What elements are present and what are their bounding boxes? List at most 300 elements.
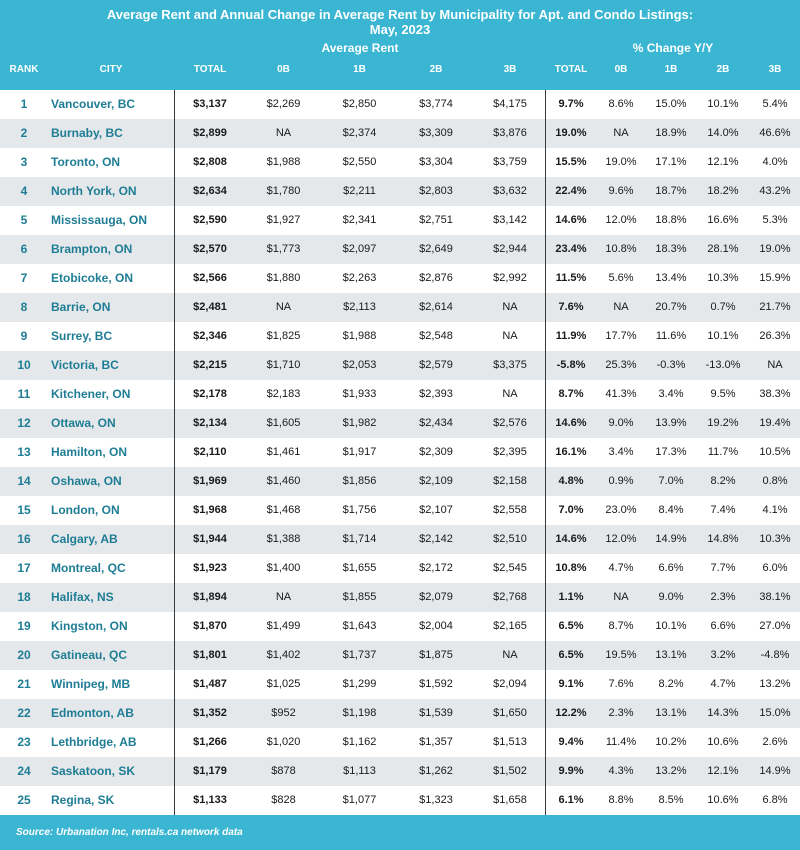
city-cell: Montreal, QC — [51, 561, 126, 575]
pct-1b-cell: 17.1% — [655, 156, 687, 168]
table-row — [0, 90, 800, 119]
city-cell: Mississauga, ON — [51, 213, 148, 227]
rent-3b-cell: $1,502 — [493, 765, 527, 777]
rent-1b-cell: $1,917 — [342, 446, 377, 458]
rent-0b-cell: $828 — [271, 794, 296, 806]
pct-3b-cell: 2.6% — [762, 736, 788, 748]
rent-3b-cell: $3,632 — [493, 185, 527, 197]
rent-2b-cell: $1,323 — [419, 794, 453, 806]
pct-0b-cell: 8.6% — [608, 98, 634, 110]
pct-0b-cell: 7.6% — [608, 678, 634, 690]
rank-cell: 12 — [17, 416, 31, 430]
total-rent-cell: $2,346 — [193, 330, 227, 342]
rent-2b-cell: $2,079 — [419, 591, 453, 603]
pct-0b-cell: NA — [613, 591, 629, 603]
rent-3b-cell: $1,650 — [493, 707, 527, 719]
pct-0b-cell: 12.0% — [605, 214, 637, 226]
rent-0b-cell: $1,400 — [266, 562, 301, 574]
pct-0b-cell: 23.0% — [605, 504, 637, 516]
pct-2b-cell: 16.6% — [707, 214, 739, 226]
rent-0b-cell: $1,461 — [266, 446, 301, 458]
pct-2b-cell: 18.2% — [707, 185, 739, 197]
rent-1b-cell: $1,737 — [342, 649, 377, 661]
pct-3b-cell: 4.0% — [762, 156, 788, 168]
pct-3b-cell: 0.8% — [762, 475, 788, 487]
rent-2b-cell: $2,309 — [419, 446, 453, 458]
rent-1b-cell: $1,856 — [342, 475, 377, 487]
pct-2b-cell: -13.0% — [705, 359, 741, 371]
table-body — [0, 90, 800, 815]
pct-0b-cell: 19.5% — [605, 649, 637, 661]
pct-1b-cell: 9.0% — [658, 591, 684, 603]
pct-1b-cell: 6.6% — [658, 562, 684, 574]
col-header-pct-3b: 3B — [768, 64, 782, 75]
total-rent-cell: $1,870 — [193, 620, 227, 632]
rent-2b-cell: $1,357 — [419, 736, 453, 748]
rent-3b-cell: $2,158 — [493, 475, 527, 487]
pct-2b-cell: 10.6% — [707, 736, 739, 748]
pct-1b-cell: 14.9% — [655, 533, 687, 545]
city-cell: Surrey, BC — [51, 329, 113, 343]
city-cell: Kitchener, ON — [51, 387, 131, 401]
table-row — [0, 583, 800, 612]
total-rent-cell: $3,137 — [193, 98, 227, 110]
pct-total-cell: 9.9% — [558, 765, 584, 777]
rank-cell: 25 — [17, 793, 31, 807]
pct-total-cell: 14.6% — [555, 533, 587, 545]
pct-0b-cell: 3.4% — [608, 446, 634, 458]
city-cell: Kingston, ON — [51, 619, 128, 633]
pct-1b-cell: 13.9% — [655, 417, 687, 429]
col-header-2b: 2B — [429, 64, 443, 75]
rent-2b-cell: $1,262 — [419, 765, 453, 777]
pct-3b-cell: 21.7% — [759, 301, 791, 313]
rent-1b-cell: $1,855 — [342, 591, 377, 603]
pct-3b-cell: 6.0% — [762, 562, 788, 574]
pct-3b-cell: 4.1% — [762, 504, 788, 516]
total-rent-cell: $2,566 — [193, 272, 227, 284]
rent-2b-cell: $2,614 — [419, 301, 453, 313]
pct-3b-cell: 27.0% — [759, 620, 791, 632]
pct-3b-cell: 38.1% — [759, 591, 791, 603]
col-header-city: CITY — [99, 64, 123, 75]
rent-1b-cell: $2,211 — [343, 185, 376, 197]
city-cell: Toronto, ON — [51, 155, 121, 169]
table-row — [0, 409, 800, 438]
pct-total-cell: 6.1% — [558, 794, 584, 806]
rent-3b-cell: $2,545 — [493, 562, 527, 574]
rank-cell: 4 — [20, 184, 28, 198]
pct-1b-cell: 13.1% — [655, 707, 687, 719]
rent-3b-cell: $4,175 — [493, 98, 527, 110]
pct-3b-cell: 19.4% — [759, 417, 791, 429]
pct-2b-cell: 10.6% — [707, 794, 739, 806]
pct-1b-cell: 8.5% — [658, 794, 684, 806]
total-rent-cell: $1,968 — [193, 504, 227, 516]
pct-0b-cell: 9.0% — [608, 417, 634, 429]
total-rent-cell: $2,634 — [193, 185, 227, 197]
divider-rent-change — [545, 90, 546, 815]
table-header — [0, 0, 800, 90]
rent-2b-cell: $2,649 — [419, 243, 453, 255]
city-cell: North York, ON — [51, 184, 137, 198]
pct-0b-cell: NA — [613, 301, 629, 313]
table-row — [0, 380, 800, 409]
rent-0b-cell: $1,927 — [266, 214, 301, 226]
pct-1b-cell: 18.3% — [655, 243, 687, 255]
pct-total-cell: 10.8% — [555, 562, 587, 574]
rank-cell: 14 — [17, 474, 31, 488]
pct-1b-cell: 18.8% — [655, 214, 687, 226]
rent-1b-cell: $1,643 — [342, 620, 377, 632]
rent-1b-cell: $1,714 — [342, 533, 377, 545]
rank-cell: 5 — [20, 213, 28, 227]
table-title — [0, 7, 800, 37]
total-rent-cell: $1,923 — [193, 562, 227, 574]
rent-0b-cell: $2,269 — [266, 98, 301, 110]
rent-1b-cell: $1,756 — [342, 504, 377, 516]
rank-cell: 24 — [17, 764, 31, 778]
total-rent-cell: $2,178 — [193, 388, 227, 400]
rent-2b-cell: $2,876 — [419, 272, 453, 284]
table-row — [0, 496, 800, 525]
pct-0b-cell: 17.7% — [605, 330, 637, 342]
rent-1b-cell: $1,988 — [342, 330, 377, 342]
rank-cell: 23 — [17, 735, 31, 749]
pct-1b-cell: 13.2% — [655, 765, 687, 777]
pct-1b-cell: 13.1% — [655, 649, 687, 661]
pct-3b-cell: NA — [767, 359, 783, 371]
city-cell: Victoria, BC — [51, 358, 119, 372]
table-row — [0, 699, 800, 728]
pct-2b-cell: 9.5% — [710, 388, 736, 400]
rent-3b-cell: $3,759 — [493, 156, 527, 168]
city-cell: Gatineau, QC — [51, 648, 128, 662]
pct-2b-cell: 14.8% — [707, 533, 739, 545]
rent-2b-cell: $2,172 — [419, 562, 453, 574]
pct-2b-cell: 28.1% — [707, 243, 739, 255]
pct-total-cell: 11.5% — [555, 272, 587, 284]
total-rent-cell: $1,894 — [193, 591, 227, 603]
pct-0b-cell: 25.3% — [605, 359, 637, 371]
pct-2b-cell: 4.7% — [710, 678, 736, 690]
pct-0b-cell: 9.6% — [608, 185, 634, 197]
pct-3b-cell: 46.6% — [759, 127, 791, 139]
pct-3b-cell: 10.5% — [759, 446, 791, 458]
pct-1b-cell: 15.0% — [655, 98, 687, 110]
rent-0b-cell: $1,025 — [266, 678, 301, 690]
pct-1b-cell: 10.2% — [655, 736, 687, 748]
pct-total-cell: 6.5% — [558, 649, 584, 661]
rent-1b-cell: $1,933 — [342, 388, 377, 400]
pct-0b-cell: 4.3% — [608, 765, 634, 777]
rent-3b-cell: NA — [502, 301, 518, 313]
pct-total-cell: 16.1% — [555, 446, 587, 458]
pct-0b-cell: 10.8% — [605, 243, 637, 255]
city-cell: Ottawa, ON — [51, 416, 116, 430]
pct-0b-cell: 2.3% — [608, 707, 634, 719]
pct-0b-cell: 4.7% — [608, 562, 634, 574]
table-row — [0, 757, 800, 786]
pct-total-cell: 19.0% — [555, 127, 587, 139]
pct-total-cell: -5.8% — [556, 359, 586, 371]
col-header-pct-2b: 2B — [716, 64, 730, 75]
pct-0b-cell: 12.0% — [605, 533, 637, 545]
rent-0b-cell: NA — [275, 127, 292, 139]
pct-total-cell: 6.5% — [558, 620, 584, 632]
pct-3b-cell: 19.0% — [759, 243, 791, 255]
rent-3b-cell: NA — [502, 330, 518, 342]
rent-3b-cell: $2,510 — [493, 533, 527, 545]
pct-2b-cell: 12.1% — [707, 765, 739, 777]
city-cell: Calgary, AB — [51, 532, 118, 546]
rent-3b-cell: $1,658 — [493, 794, 527, 806]
pct-2b-cell: 8.2% — [710, 475, 736, 487]
rent-1b-cell: $1,982 — [342, 417, 377, 429]
total-rent-cell: $2,110 — [193, 446, 227, 458]
pct-0b-cell: 19.0% — [605, 156, 637, 168]
rent-1b-cell: $2,850 — [342, 98, 377, 110]
rent-0b-cell: $1,710 — [266, 359, 301, 371]
rent-0b-cell: $1,605 — [266, 417, 301, 429]
table-row — [0, 177, 800, 206]
table-row — [0, 786, 800, 815]
pct-1b-cell: 8.2% — [658, 678, 684, 690]
pct-2b-cell: 0.7% — [710, 301, 736, 313]
rank-cell: 21 — [17, 677, 31, 691]
pct-3b-cell: 14.9% — [759, 765, 791, 777]
rank-cell: 20 — [17, 648, 31, 662]
table-row — [0, 119, 800, 148]
total-rent-cell: $2,570 — [193, 243, 227, 255]
pct-3b-cell: 10.3% — [759, 533, 791, 545]
group-header-pct-change: % Change Y/Y — [632, 41, 714, 55]
rent-2b-cell: $2,142 — [419, 533, 453, 545]
rent-3b-cell: $2,165 — [493, 620, 527, 632]
city-cell: Winnipeg, MB — [51, 677, 131, 691]
table-row — [0, 206, 800, 235]
total-rent-cell: $2,481 — [193, 301, 227, 313]
pct-0b-cell: 8.7% — [608, 620, 634, 632]
col-header-0b: 0B — [277, 64, 290, 75]
rent-3b-cell: $3,142 — [493, 214, 527, 226]
city-cell: Regina, SK — [51, 793, 115, 807]
pct-total-cell: 4.8% — [558, 475, 584, 487]
pct-3b-cell: -4.8% — [760, 649, 790, 661]
total-rent-cell: $1,179 — [193, 765, 227, 777]
rent-0b-cell: $1,468 — [266, 504, 301, 516]
rent-0b-cell: NA — [275, 591, 292, 603]
rent-2b-cell: $1,592 — [419, 678, 453, 690]
pct-total-cell: 12.2% — [555, 707, 587, 719]
rent-3b-cell: $2,094 — [493, 678, 527, 690]
rank-cell: 11 — [17, 387, 31, 401]
rank-cell: 22 — [17, 706, 31, 720]
col-header-pct-0b: 0B — [614, 64, 628, 75]
total-rent-cell: $1,487 — [193, 678, 227, 690]
rank-cell: 10 — [17, 358, 31, 372]
rent-1b-cell: $1,077 — [342, 794, 377, 806]
rent-0b-cell: $1,388 — [266, 533, 301, 545]
rent-3b-cell: $2,576 — [493, 417, 527, 429]
rent-1b-cell: $2,097 — [342, 243, 377, 255]
pct-total-cell: 9.4% — [558, 736, 584, 748]
city-cell: Barrie, ON — [51, 300, 111, 314]
pct-3b-cell: 13.2% — [759, 678, 791, 690]
city-cell: London, ON — [51, 503, 120, 517]
city-cell: Halifax, NS — [51, 590, 114, 604]
col-header-3b: 3B — [503, 64, 517, 75]
table-footer — [0, 815, 800, 850]
table-row — [0, 235, 800, 264]
rent-1b-cell: $2,374 — [342, 127, 377, 139]
table-row — [0, 554, 800, 583]
rent-2b-cell: $2,434 — [419, 417, 453, 429]
rent-0b-cell: $952 — [271, 707, 296, 719]
pct-2b-cell: 14.3% — [707, 707, 739, 719]
rank-cell: 7 — [20, 271, 28, 285]
rank-cell: 17 — [17, 561, 31, 575]
source-note: Source: Urbanation Inc, rentals.ca network data — [16, 827, 243, 838]
rent-2b-cell: $3,304 — [419, 156, 453, 168]
table-row — [0, 293, 800, 322]
total-rent-cell: $1,352 — [193, 707, 227, 719]
pct-1b-cell: 10.1% — [655, 620, 687, 632]
city-cell: Burnaby, BC — [51, 126, 123, 140]
city-cell: Edmonton, AB — [51, 706, 134, 720]
col-header-pct-1b: 1B — [664, 64, 678, 75]
pct-1b-cell: -0.3% — [656, 359, 686, 371]
total-rent-cell: $2,134 — [193, 417, 227, 429]
table-row — [0, 351, 800, 380]
rank-cell: 2 — [20, 126, 28, 140]
pct-3b-cell: 15.0% — [759, 707, 791, 719]
rent-1b-cell: $2,550 — [342, 156, 377, 168]
rent-0b-cell: NA — [275, 301, 292, 313]
rank-cell: 19 — [17, 619, 31, 633]
city-cell: Oshawa, ON — [51, 474, 122, 488]
rent-3b-cell: $2,558 — [493, 504, 527, 516]
city-cell: Brampton, ON — [51, 242, 133, 256]
rent-2b-cell: $3,309 — [419, 127, 453, 139]
pct-2b-cell: 11.7% — [707, 446, 739, 458]
rent-2b-cell: $1,539 — [419, 707, 453, 719]
pct-total-cell: 9.7% — [558, 98, 584, 110]
pct-2b-cell: 3.2% — [710, 649, 736, 661]
pct-1b-cell: 13.4% — [655, 272, 687, 284]
city-cell: Lethbridge, AB — [51, 735, 137, 749]
table-row — [0, 612, 800, 641]
rent-3b-cell: $2,944 — [493, 243, 527, 255]
rank-cell: 18 — [17, 590, 31, 604]
pct-total-cell: 9.1% — [558, 678, 584, 690]
table-row — [0, 641, 800, 670]
rent-0b-cell: $1,773 — [266, 243, 301, 255]
pct-2b-cell: 19.2% — [707, 417, 739, 429]
table-row — [0, 670, 800, 699]
col-header-total: TOTAL — [193, 64, 227, 75]
rank-cell: 9 — [20, 329, 28, 343]
table-row — [0, 264, 800, 293]
table-row — [0, 148, 800, 177]
city-cell: Vancouver, BC — [51, 97, 136, 111]
table-row — [0, 525, 800, 554]
pct-total-cell: 8.7% — [558, 388, 584, 400]
rent-3b-cell: $3,876 — [493, 127, 527, 139]
rent-1b-cell: $2,341 — [342, 214, 377, 226]
pct-total-cell: 7.0% — [558, 504, 584, 516]
pct-0b-cell: 41.3% — [605, 388, 637, 400]
rent-3b-cell: $3,375 — [493, 359, 527, 371]
pct-1b-cell: 3.4% — [658, 388, 684, 400]
rent-2b-cell: $2,579 — [419, 359, 453, 371]
rent-2b-cell: $2,393 — [419, 388, 453, 400]
rank-cell: 8 — [20, 300, 28, 314]
rent-1b-cell: $1,198 — [342, 707, 377, 719]
pct-3b-cell: 5.3% — [762, 214, 788, 226]
rent-3b-cell: $2,395 — [493, 446, 527, 458]
rank-cell: 16 — [17, 532, 31, 546]
pct-total-cell: 15.5% — [555, 156, 587, 168]
pct-2b-cell: 6.6% — [710, 620, 736, 632]
pct-total-cell: 11.9% — [555, 330, 587, 342]
city-cell: Saskatoon, SK — [51, 764, 136, 778]
pct-total-cell: 7.6% — [558, 301, 584, 313]
table-row — [0, 438, 800, 467]
total-rent-cell: $1,944 — [193, 533, 227, 545]
pct-0b-cell: 0.9% — [608, 475, 634, 487]
pct-1b-cell: 17.3% — [655, 446, 687, 458]
col-header-1b: 1B — [353, 64, 366, 75]
pct-3b-cell: 43.2% — [759, 185, 791, 197]
rent-3b-cell: $2,992 — [493, 272, 527, 284]
pct-total-cell: 14.6% — [555, 214, 587, 226]
total-rent-cell: $1,266 — [193, 736, 227, 748]
pct-2b-cell: 2.3% — [710, 591, 736, 603]
pct-2b-cell: 7.4% — [710, 504, 736, 516]
total-rent-cell: $2,808 — [193, 156, 227, 168]
pct-2b-cell: 10.1% — [707, 330, 739, 342]
rent-0b-cell: $1,499 — [266, 620, 301, 632]
rank-cell: 13 — [17, 445, 31, 459]
rent-0b-cell: $2,183 — [266, 388, 301, 400]
rent-0b-cell: $1,780 — [266, 185, 301, 197]
pct-1b-cell: 18.9% — [655, 127, 687, 139]
rent-0b-cell: $1,020 — [266, 736, 301, 748]
rent-2b-cell: $2,751 — [419, 214, 453, 226]
rent-2b-cell: $2,107 — [419, 504, 453, 516]
total-rent-cell: $1,969 — [193, 475, 227, 487]
table-row — [0, 728, 800, 757]
pct-1b-cell: 11.6% — [655, 330, 687, 342]
rent-2b-cell: $2,548 — [419, 330, 453, 342]
rent-3b-cell: NA — [502, 649, 518, 661]
rent-2b-cell: $2,803 — [419, 185, 453, 197]
pct-0b-cell: NA — [613, 127, 629, 139]
total-rent-cell: $2,899 — [193, 127, 227, 139]
total-rent-cell: $1,801 — [193, 649, 227, 661]
group-header-average-rent: Average Rent — [321, 41, 399, 55]
pct-1b-cell: 18.7% — [655, 185, 687, 197]
title-line-1: Average Rent and Annual Change in Average Rent by Municipality for Apt. and Condo Listings: — [106, 7, 694, 22]
city-cell: Etobicoke, ON — [51, 271, 134, 285]
rent-0b-cell: $1,402 — [266, 649, 301, 661]
pct-2b-cell: 7.7% — [710, 562, 736, 574]
total-rent-cell: $1,133 — [193, 794, 227, 806]
rent-1b-cell: $2,113 — [343, 301, 376, 313]
rent-0b-cell: $878 — [271, 765, 296, 777]
pct-3b-cell: 15.9% — [759, 272, 791, 284]
